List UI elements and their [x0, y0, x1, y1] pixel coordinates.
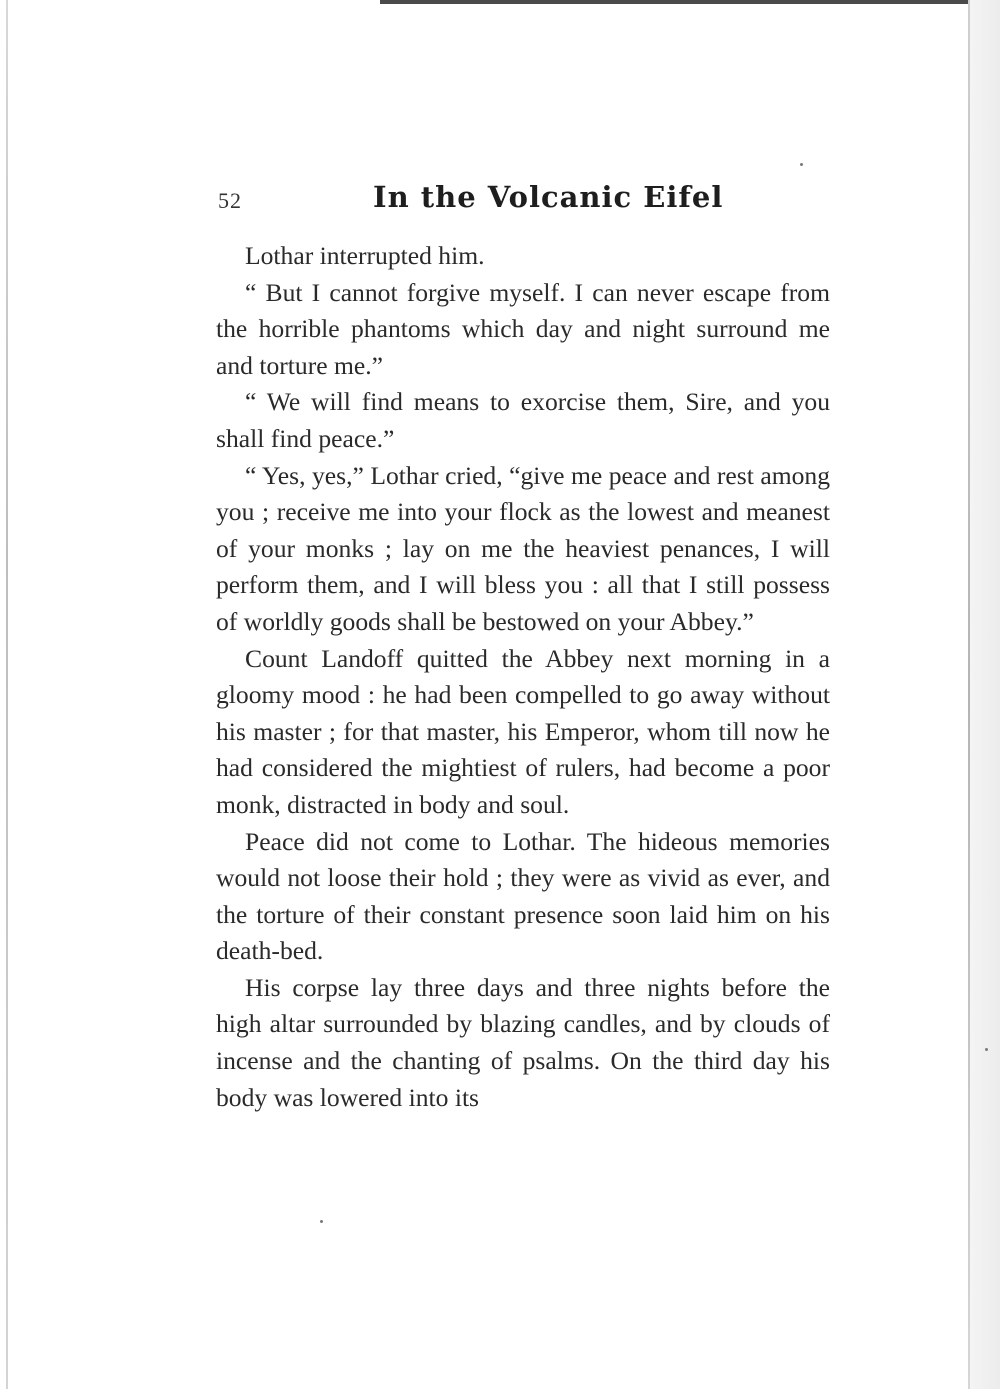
binding-edge [6, 0, 8, 1389]
page-header [218, 180, 830, 220]
scan-speck [800, 163, 803, 166]
scan-right-margin [970, 0, 1000, 1389]
paragraph: Count Landoff quitted the Abbey next morning in a gloomy mood : he had been compelled to go away without his master ; for that master, his Emperor, whom till now he had considered the mightiest of rulers, had become a poor monk, distracted in body and soul. [216, 643, 830, 819]
paragraph: “ We will find means to exorcise them, Sire, and you shall find peace.” [216, 387, 830, 453]
paragraph: Peace did not come to Lothar. The hideous memories would not loose their hold ; they were as vivid as ever, and the torture of their constant presence soon laid him on his death-bed. [216, 826, 830, 966]
body-text [216, 238, 830, 1116]
scan-right-edge [968, 0, 970, 1389]
paragraph: “ Yes, yes,” Lothar cried, “give me peace and rest among you ; receive me into your flock as the lowest and meanest of your monks ; lay on me the heaviest penances, I will perform them, and I will bless you : all that I still possess of worldly goods shall be bestowed on your Abbey.” [216, 460, 830, 636]
paragraph: “ But I cannot forgive myself. I can never escape from the horrible phantoms which day and night surround me and torture me.” [216, 277, 830, 380]
page-number: 52 [218, 188, 242, 213]
running-head: In the Volcanic Eifel [373, 180, 724, 214]
paragraph: Lothar interrupted him. [245, 241, 485, 270]
scan-speck [985, 1048, 988, 1051]
scan-speck [320, 1220, 323, 1223]
paragraph: His corpse lay three days and three nights before the high altar surrounded by blazing candles, and by clouds of incense and the chanting of psalms. On the third day his body was lowered into its [216, 972, 830, 1112]
scan-top-edge [380, 0, 1000, 4]
